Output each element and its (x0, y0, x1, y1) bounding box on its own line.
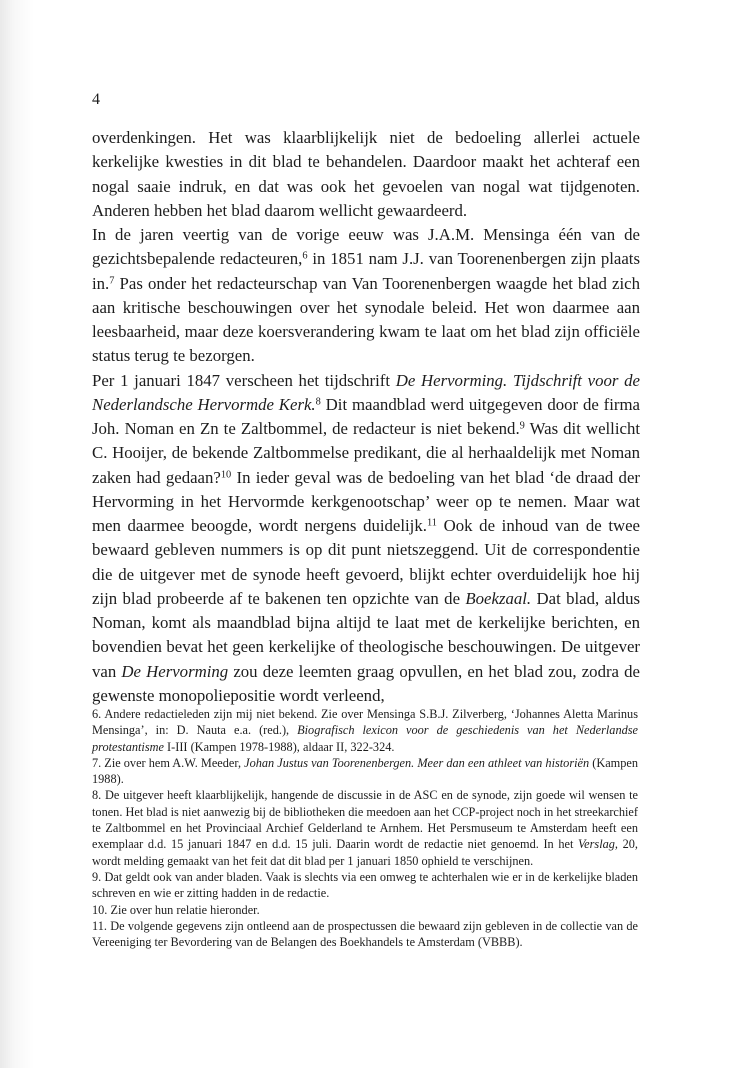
italic-title-verslag: Verslag, (578, 837, 618, 852)
text-run: I-III (Kampen 1978-1988), aldaar II, 322-324. (163, 739, 395, 754)
text-run: Per 1 januari 1847 verscheen het tijdschrift (92, 370, 396, 390)
footnote-9 (92, 869, 638, 902)
footnote-ref-11[interactable]: 11 (426, 517, 437, 529)
text-run: 20, wordt melding gemaakt van het feit dat dit blad per 1 januari 1850 ophield te verschijnen. (92, 837, 639, 868)
text-run: Ook de inhoud van de twee bewaard gebleven nummers is op dit punt nietszeggend. Uit de correspondentie die de uitgever met de synode heeft gevoerd, blijkt echter overduidelijk hoe hij zijn blad probeerde af te bakenen ten opzichte van de (92, 516, 640, 608)
text-run: 9. Dat geldt ook van ander bladen. Vaak is slechts via een omweg te achterhalen wie er in de kerkelijke bladen schreven en wie er zitting hadden in de redactie. (92, 869, 638, 901)
footnote-6 (92, 706, 638, 755)
italic-title-boekzaal: Boekzaal. (465, 588, 532, 608)
text-run: In ieder geval was de bedoeling van het blad ‘de draad der Hervorming in het Hervormde kerkgenootschap’ weer op te nemen. Maar wat men daarmee beoogde, wordt nergens duidelijk. (92, 467, 640, 535)
paragraph-overdenkingen (92, 126, 640, 223)
italic-title-biografisch-lexicon: Biografisch lexicon voor de geschiedenis van het Nederlandse protestantisme (92, 723, 638, 754)
text-run: Pas onder het redacteurschap van Van Toorenenbergen waagde het blad zich aan kritische beschouwingen over het synodale beleid. Het won daarmee aan leesbaarheid, maar deze koersverandering kwam te laat om het blad zijn officiële status terug te bezorgen. (92, 273, 640, 366)
footnote-8 (92, 787, 638, 868)
paragraph-mensinga (92, 223, 640, 369)
text-run: In de jaren veertig van de vorige eeuw was J.A.M. Mensinga één van de gezichtsbepalende redacteuren, (92, 225, 640, 269)
footnote-10 (92, 902, 638, 918)
body-text (92, 126, 640, 708)
footnote-ref-7[interactable]: 7 (109, 274, 115, 286)
footnote-11 (92, 918, 638, 951)
text-run: 10. Zie over hun relatie hieronder. (92, 902, 260, 917)
text-run: in 1851 nam J.J. van Toorenenbergen zijn plaats in. (92, 249, 640, 293)
italic-title-de-hervorming: De Hervorming (121, 661, 229, 681)
text-run: Dit maandblad werd uitgegeven door de firma Joh. Noman en Zn te Zaltbommel, de redacteur is niet bekend. (92, 394, 641, 438)
italic-title-de-hervorming-tijdschrift: De Hervorming. Tijdschrift voor de Nederlandsche Hervormde Kerk. (92, 370, 640, 414)
text-run: 6. Andere redactieleden zijn mij niet bekend. Zie over Mensinga S.B.J. Zilverberg, ‘Johannes Aletta Marinus Mensinga’, in: D. Nauta e.a. (red.), (92, 707, 638, 738)
footnote-ref-9[interactable]: 9 (519, 420, 525, 432)
footnote-ref-6[interactable]: 6 (302, 250, 308, 262)
footnote-ref-10[interactable]: 10 (220, 468, 232, 480)
text-run: 11. De volgende gegevens zijn ontleend aan de prospectussen die bewaard zijn gebleven in de collectie van de Vereeniging ter Bevordering van de Belangen des Boekhandels te Amsterdam (VBBB). (92, 918, 638, 950)
text-run: overdenkingen. Het was klaarblijkelijk niet de bedoeling allerlei actuele kerkelijke kwesties in dit blad te behandelen. Daardoor maakt het achteraf een nogal saaie indruk, en dat was ook het gevoelen van nogal wat tijdgenoten. Anderen hebben het blad daarom wellicht gewaardeerd. (92, 128, 640, 220)
text-run: (Kampen 1988). (92, 755, 638, 787)
text-run: Dat blad, aldus Noman, komt als maandblad bijna altijd te laat met de kerkelijke berichten, en bovendien bevat het geen kerkelijke of theologische beschouwingen. De uitgever van (92, 588, 641, 681)
footnote-ref-8[interactable]: 8 (315, 396, 321, 408)
text-run: 7. Zie over hem A.W. Meeder, (92, 755, 245, 770)
footnotes (92, 706, 638, 950)
text-run: 8. De uitgever heeft klaarblijkelijk, hangende de discussie in de ASC en de synode, zijn goede wil wensen te tonen. Het blad is niet aanwezig bij de bibliotheken die meedoen aan het CCP-project noch in het streekarchief te Zaltbommel en het Provinciaal Archief Gelderland te Arnhem. Het Persmuseum te Amsterdam heeft een exemplaar d.d. 15 januari 1847 en d.d. 15 juli. Daarin wordt de redactie niet genoemd. In het (92, 788, 638, 852)
paragraph-de-hervorming (92, 369, 640, 709)
page-number: 4 (92, 91, 100, 108)
text-run: zou deze leemten graag opvullen, en het blad zou, zodra de gewenste monopoliepositie wordt verleend, (92, 661, 640, 705)
text-run: Was dit wellicht C. Hooijer, de bekende Zaltbommelse predikant, die al herhaaldelijk met Noman zaken had gedaan? (92, 419, 641, 487)
italic-title-johan-justus: Johan Justus van Toorenenbergen. Meer dan een athleet van historiën (244, 755, 590, 770)
footnote-7 (92, 755, 638, 788)
